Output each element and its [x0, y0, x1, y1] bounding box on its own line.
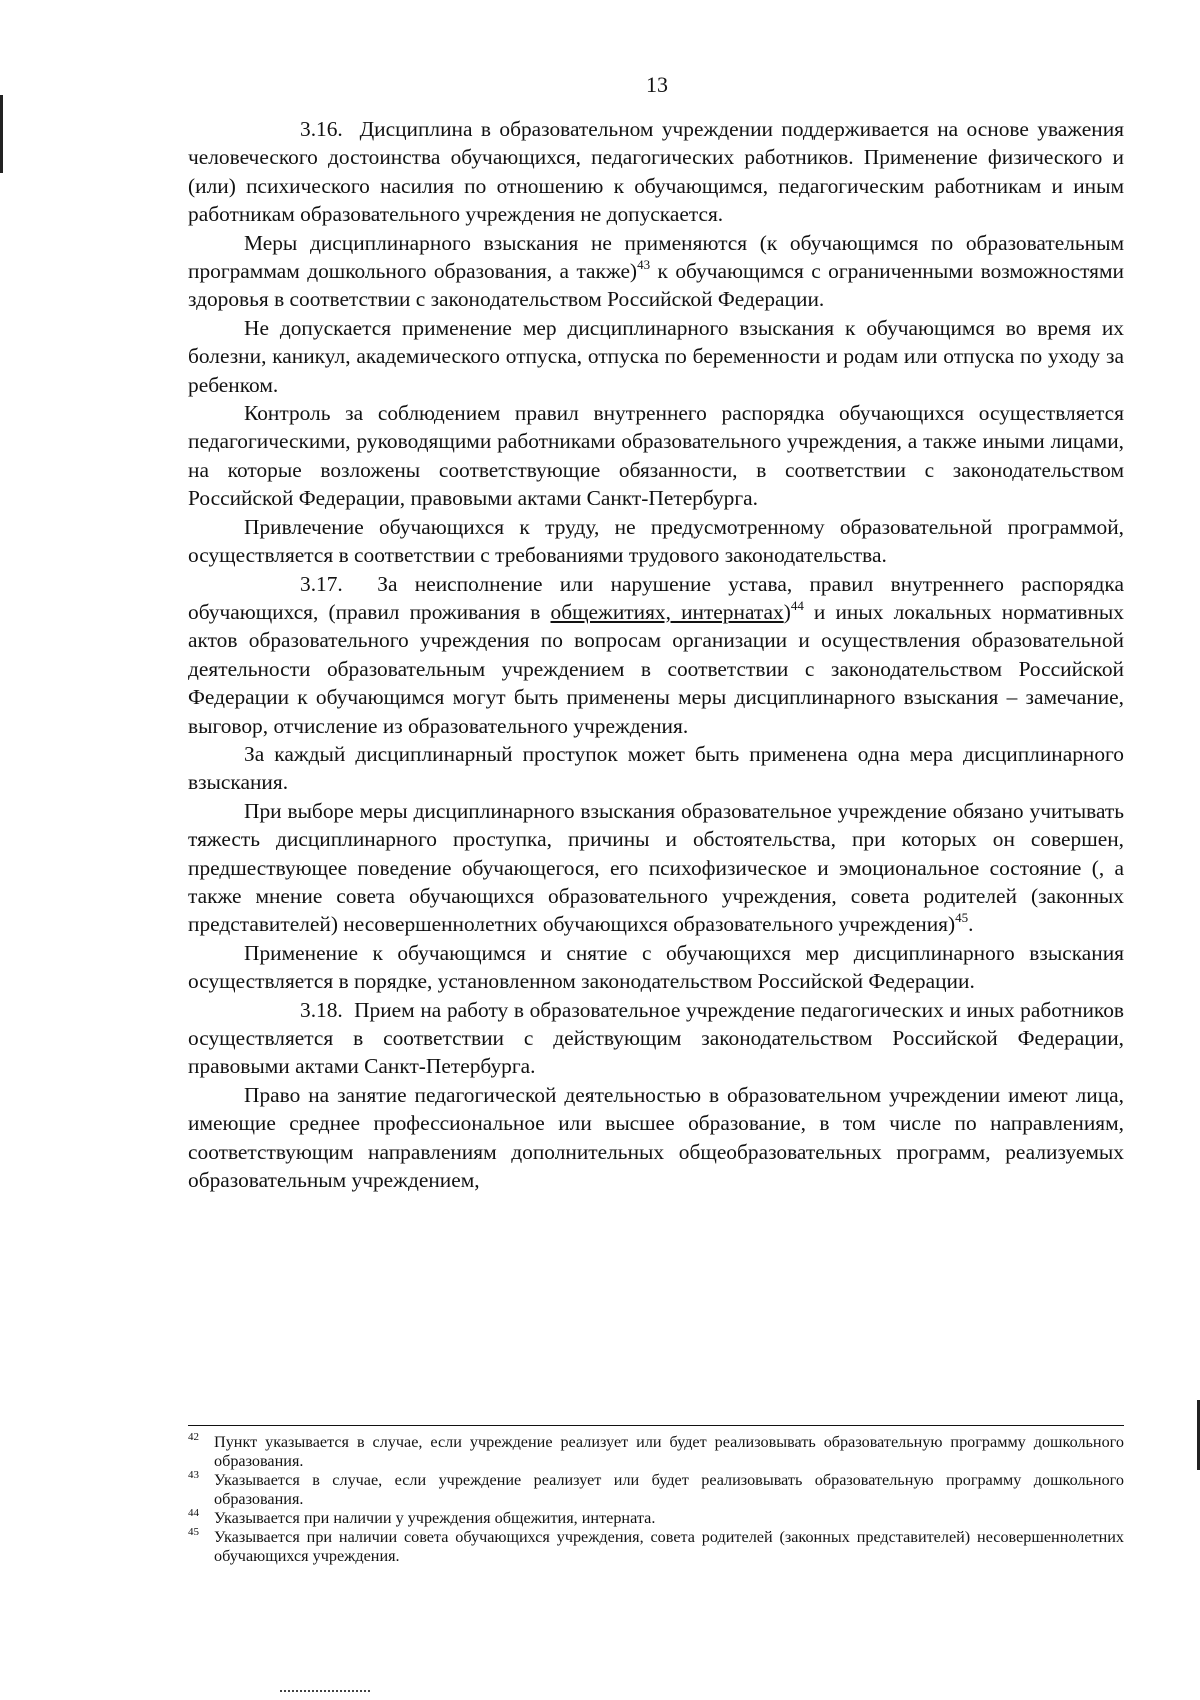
paragraph-text: Прием на работу в образовательное учреждение педагогических и иных работников осуществляется в соответствии с действующим законодательством Российской Федерации, правовыми актами Санкт-Петербурга. — [188, 997, 1124, 1079]
paragraph-text: ) — [783, 599, 791, 624]
paragraph-illness — [188, 314, 1124, 399]
paragraph-text: Привлечение обучающихся к труду, не предусмотренному образовательной программой, осуществляется в соответствии с требованиями трудового законодательства. — [188, 514, 1124, 568]
paragraph-text: Право на занятие педагогической деятельностью в образовательном учреждении имеют лица, имеющие среднее профессиональное или высшее образование, в том числе по направлениям, соответствующим направлениям дополнительных общеобразовательных программ, реализуемых образовательным учреждением, — [188, 1082, 1124, 1193]
paragraph-text: и иных локальных нормативных актов образовательного учреждения по вопросам организации и осуществления образовательной деятельности образовательным учреждением в соответствии с законодательством Российской Федерации к обучающимся могут быть применены меры дисциплинарного взыскания – замечание, выговор, отчисление из образовательного учреждения. — [188, 599, 1125, 738]
paragraph-one-measure — [188, 740, 1124, 797]
paragraph-text: Применение к обучающимся и снятие с обучающихся мер дисциплинарного взыскания осуществляется в порядке, установленном законодательством Российской Федерации. — [188, 940, 1124, 994]
paragraph-pedagogical-right — [188, 1081, 1124, 1195]
document-body — [188, 115, 1124, 1194]
paragraph-text: За неисполнение или нарушение устава, правил внутреннего распорядка обучающихся, (правил проживания в — [188, 571, 1124, 624]
paragraph-application-removal — [188, 939, 1124, 996]
paragraph-control — [188, 399, 1124, 513]
paragraph-3-16 — [188, 115, 1124, 229]
paragraph-text: Контроль за соблюдением правил внутреннего распорядка обучающихся осуществляется педагогическими, руководящими работниками образовательного учреждения, а также иными лицами, на которые возложены соответствующие обязанности, в соответствии с законодательством Российской Федерации, правовыми актами Санкт-Петербурга. — [188, 401, 1124, 511]
footnote-ref-43: 43 — [637, 257, 651, 273]
footnote-44 — [188, 1509, 1124, 1528]
paragraph-text: Меры дисциплинарного взыскания не применяются (к обучающимся по образовательным программам дошкольного образования, а также) — [188, 230, 1124, 284]
paragraph-text: При выборе меры дисциплинарного взыскания образовательное учреждение обязано учитывать тяжесть дисциплинарного проступка, причины и обстоятельства, при которых он совершен, предшествующее поведение обучающегося, его психофизическое и эмоциональное состояние (, а также мнение совета обучающихся образовательного учреждения, совета родителей (законных представителей) несовершеннолетних обучающихся образовательного учреждения) — [188, 798, 1124, 937]
underlined-text: общежитиях, интернатах — [550, 599, 784, 624]
paragraph-labor — [188, 513, 1124, 570]
item-number: 3.18. — [300, 997, 343, 1022]
paragraph-text: к обучающимся с ограниченными возможностями здоровья в соответствии с законодательством Российской Федерации. — [188, 259, 1124, 312]
page-number: 13 — [646, 72, 668, 97]
paragraph-text: Не допускается применение мер дисциплинарного взыскания к обучающимся во время их болезни, каникул, академического отпуска, отпуска по беременности и родам или отпуска по уходу за ребенком. — [188, 315, 1124, 397]
scan-edge-mark-left — [0, 95, 3, 173]
footnote-number: 43 — [188, 1469, 199, 1481]
paragraph-text: Дисциплина в образовательном учреждении поддерживается на основе уважения человеческого достоинства обучающихся, педагогических работников. Применение физического и (или) психического насилия по отношению к обучающимся, педагогическим работникам и иным работникам образовательного учреждения не допускается. — [188, 117, 1124, 227]
paragraph-text: За каждый дисциплинарный проступок может быть применена одна мера дисциплинарного взыскания. — [188, 741, 1124, 795]
paragraph-text: . — [968, 912, 974, 937]
paragraph-3-17 — [188, 570, 1124, 740]
footnote-text: Указывается при наличии совета обучающихся учреждения, совета родителей (законных представителей) несовершеннолетних обучающихся учреждения. — [214, 1528, 1124, 1565]
footnote-ref-44: 44 — [790, 597, 804, 613]
footnote-43 — [188, 1471, 1124, 1509]
footnotes — [188, 1433, 1124, 1566]
footnote-separator — [188, 1425, 1124, 1426]
footnote-42 — [188, 1433, 1124, 1471]
footnote-number: 42 — [188, 1431, 199, 1443]
footnote-text: Пункт указывается в случае, если учреждение реализует или будет реализовывать образовательную программу дошкольного образования. — [214, 1433, 1124, 1470]
paragraph-3-18 — [188, 996, 1124, 1081]
footnote-ref-45: 45 — [955, 910, 969, 926]
item-number: 3.17. — [300, 571, 343, 596]
paragraph-disciplinary-measures — [188, 229, 1124, 314]
footnote-number: 44 — [188, 1507, 199, 1519]
footnote-45 — [188, 1528, 1124, 1566]
item-number: 3.16. — [300, 117, 343, 141]
footnote-number: 45 — [188, 1526, 199, 1538]
footnote-text: Указывается при наличии у учреждения общежития, интерната. — [214, 1509, 656, 1527]
scan-artifact-bottom — [280, 1690, 370, 1695]
footnote-text: Указывается в случае, если учреждение реализует или будет реализовывать образовательную программу дошкольного образования. — [214, 1471, 1124, 1508]
paragraph-measure-choice — [188, 797, 1124, 939]
